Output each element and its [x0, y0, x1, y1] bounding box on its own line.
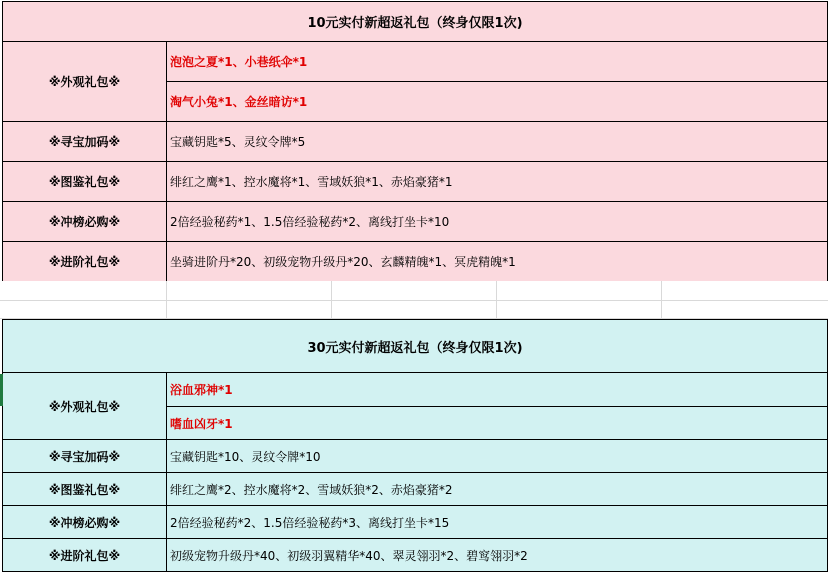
appearance-item[interactable]: 淘气小兔*1、金丝暗访*1 — [167, 82, 828, 122]
category-appearance[interactable]: ※外观礼包※ — [3, 373, 167, 440]
table-row — [3, 539, 828, 572]
table-row — [3, 506, 828, 539]
category-advance[interactable]: ※进阶礼包※ — [3, 242, 167, 282]
appearance-item[interactable]: 嗜血凶牙*1 — [167, 407, 828, 440]
category-treasure[interactable]: ※寻宝加码※ — [3, 440, 167, 473]
category-ranking[interactable]: ※冲榜必购※ — [3, 202, 167, 242]
table-row — [3, 320, 828, 373]
table-row — [3, 2, 828, 42]
category-appearance[interactable]: ※外观礼包※ — [3, 42, 167, 122]
pack-title[interactable]: 30元实付新超返礼包（终身仅限1次) — [3, 320, 828, 373]
pack-table-10 — [2, 1, 828, 282]
category-codex[interactable]: ※图鉴礼包※ — [3, 162, 167, 202]
ranking-contents[interactable]: 2倍经验秘药*2、1.5倍经验秘药*3、离线打坐卡*15 — [167, 506, 828, 539]
active-cell-marker — [0, 374, 3, 406]
table-row — [3, 473, 828, 506]
table-row — [3, 373, 828, 407]
treasure-contents[interactable]: 宝藏钥匙*10、灵纹令牌*10 — [167, 440, 828, 473]
category-ranking[interactable]: ※冲榜必购※ — [3, 506, 167, 539]
advance-contents[interactable]: 坐骑进阶丹*20、初级宠物升级丹*20、玄麟精魄*1、冥虎精魄*1 — [167, 242, 828, 282]
category-codex[interactable]: ※图鉴礼包※ — [3, 473, 167, 506]
pack-table-30 — [2, 319, 828, 572]
appearance-item[interactable]: 浴血邪神*1 — [167, 373, 828, 407]
empty-grid-area — [0, 281, 828, 319]
table-row — [3, 202, 828, 242]
table-row — [3, 162, 828, 202]
category-advance[interactable]: ※进阶礼包※ — [3, 539, 167, 572]
advance-contents[interactable]: 初级宠物升级丹*40、初级羽翼精华*40、翠灵翎羽*2、碧窎翎羽*2 — [167, 539, 828, 572]
table-row — [3, 42, 828, 82]
treasure-contents[interactable]: 宝藏钥匙*5、灵纹令牌*5 — [167, 122, 828, 162]
table-row — [3, 122, 828, 162]
appearance-item[interactable]: 泡泡之夏*1、小巷纸伞*1 — [167, 42, 828, 82]
pack-title[interactable]: 10元实付新超返礼包（终身仅限1次) — [3, 2, 828, 42]
category-treasure[interactable]: ※寻宝加码※ — [3, 122, 167, 162]
table-row — [3, 440, 828, 473]
codex-contents[interactable]: 绯红之鹰*1、控水魔将*1、雪域妖狼*1、赤焰豪猪*1 — [167, 162, 828, 202]
codex-contents[interactable]: 绯红之鹰*2、控水魔将*2、雪域妖狼*2、赤焰豪猪*2 — [167, 473, 828, 506]
ranking-contents[interactable]: 2倍经验秘药*1、1.5倍经验秘药*2、离线打坐卡*10 — [167, 202, 828, 242]
table-row — [3, 242, 828, 282]
